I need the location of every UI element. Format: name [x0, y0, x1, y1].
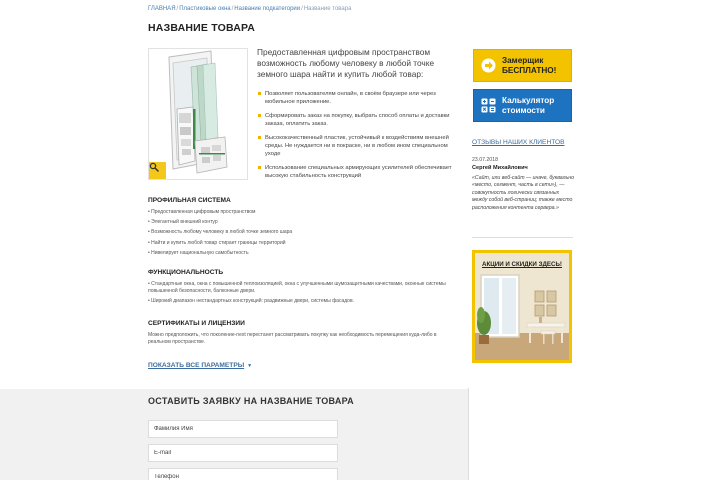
- page-title: НАЗВАНИЕ ТОВАРА: [148, 22, 256, 34]
- review-author: Сергей Михайлович: [472, 165, 528, 171]
- breadcrumb-category[interactable]: Пластиковые окна: [179, 6, 231, 12]
- calculator-icon: [480, 98, 496, 114]
- breadcrumb: [148, 6, 351, 12]
- breadcrumb-separator: /: [301, 6, 303, 12]
- free-measurer-button[interactable]: [473, 49, 572, 82]
- review-date: 23.07.2018: [472, 157, 498, 163]
- spec-item: • Предоставленная цифровым пространством: [148, 209, 256, 215]
- feature-item: Сформировать заказ на покупку, выбрать способ оплаты и доставки заказа, оплатить заказ.: [257, 112, 457, 128]
- promo-image-frame: [475, 253, 569, 360]
- spec-functionality-list: [148, 281, 458, 306]
- phone-input[interactable]: [148, 468, 338, 480]
- spec-item: • Элегантный внешний контур: [148, 219, 218, 226]
- cost-calculator-label: Калькулятор стоимости: [502, 96, 555, 115]
- free-measurer-label: Замерщик БЕСПЛАТНО!: [502, 56, 557, 75]
- feature-list: [257, 90, 457, 180]
- spec-item: • Возможность любому человеку в любой точке земного шара: [148, 229, 293, 236]
- email-input[interactable]: [148, 444, 338, 462]
- promo-label: АКЦИИ И СКИДКИ ЗДЕСЬ!: [482, 261, 562, 268]
- arrow-right-circle-icon: [480, 58, 496, 74]
- breadcrumb-separator: /: [231, 6, 234, 12]
- show-all-params-link[interactable]: [148, 362, 252, 369]
- spec-certificates-text: Можно предположить, что поколение-next перестанет рассматривать покупку как необходимость перемещения куда-либо в реальном пространстве.: [148, 332, 437, 346]
- spec-item: • Найти и купить любой товар стирает границы территорий: [148, 239, 286, 246]
- spec-certificates-section: [148, 320, 458, 346]
- product-lead: Предоставленная цифровым пространством возможность любому человеку в любой точке земного шара найти и купить любой товар:: [257, 47, 435, 80]
- feature-item: Высококачественный пластик, устойчивый к воздействиям внешней среды. Не нуждается ни в покраске, ни в любом ином специальном уходе: [257, 134, 457, 158]
- spec-certificates-title: СЕРТИФИКАТЫ И ЛИЦЕНЗИИ: [148, 320, 245, 327]
- spec-item: • Нивелирует национальную самобытность: [148, 249, 249, 256]
- promo-banner[interactable]: [472, 250, 572, 363]
- interior-room-illustration: [475, 253, 569, 360]
- sidebar-divider: [468, 388, 469, 480]
- breadcrumb-separator: /: [176, 6, 179, 12]
- spec-item: • Стандартные окна, окна с повышенной теплоизоляцией, окна с улучшенными шумозащитными качествами, оконные системы повышенной безопасности, балконные двери.: [148, 281, 446, 295]
- product-image[interactable]: [148, 48, 248, 180]
- spec-functionality-section: [148, 269, 458, 309]
- feature-item: Позволяет пользователям онлайн, в своём браузере или через мобильное приложение.: [257, 90, 457, 106]
- product-description: [257, 47, 457, 186]
- breadcrumb-subcategory[interactable]: Название подкатегории: [234, 6, 301, 12]
- window-profile-illustration: [149, 49, 247, 179]
- magnifier-icon: [149, 162, 159, 172]
- review-divider: [472, 237, 573, 238]
- reviews-link[interactable]: ОТЗЫВЫ НАШИХ КЛИЕНТОВ: [472, 139, 565, 146]
- breadcrumb-current: Название товара: [303, 6, 352, 12]
- spec-item: • Широкий диапазон нестандартных конструкций: раздвижные двери, системы фасадов.: [148, 298, 354, 305]
- review-text: «Сайт, или веб-сайт — иначе, буквально «место, сегмент, часть в сети»), — совокупность логически связанных между собой веб-страниц; также место расположения контента сервера.»: [472, 175, 575, 211]
- name-input[interactable]: [148, 420, 338, 438]
- zoom-button[interactable]: [149, 162, 166, 179]
- spec-profile-title: ПРОФИЛЬНАЯ СИСТЕМА: [148, 197, 231, 204]
- spec-profile-list: [148, 209, 448, 257]
- order-form-title: ОСТАВИТЬ ЗАЯВКУ НА НАЗВАНИЕ ТОВАРА: [148, 396, 354, 406]
- show-all-label: ПОКАЗАТЬ ВСЕ ПАРАМЕТРЫ: [148, 362, 245, 369]
- feature-item: Использование специальных армирующих усилителей обеспечивает высокую стабильность конструкций: [257, 164, 457, 180]
- spec-profile-section: [148, 197, 448, 260]
- breadcrumb-home[interactable]: ГЛАВНАЯ: [148, 6, 176, 12]
- cost-calculator-button[interactable]: [473, 89, 572, 122]
- spec-functionality-title: ФУНКЦИОНАЛЬНОСТЬ: [148, 269, 224, 276]
- caret-down-icon: ▼: [247, 363, 253, 369]
